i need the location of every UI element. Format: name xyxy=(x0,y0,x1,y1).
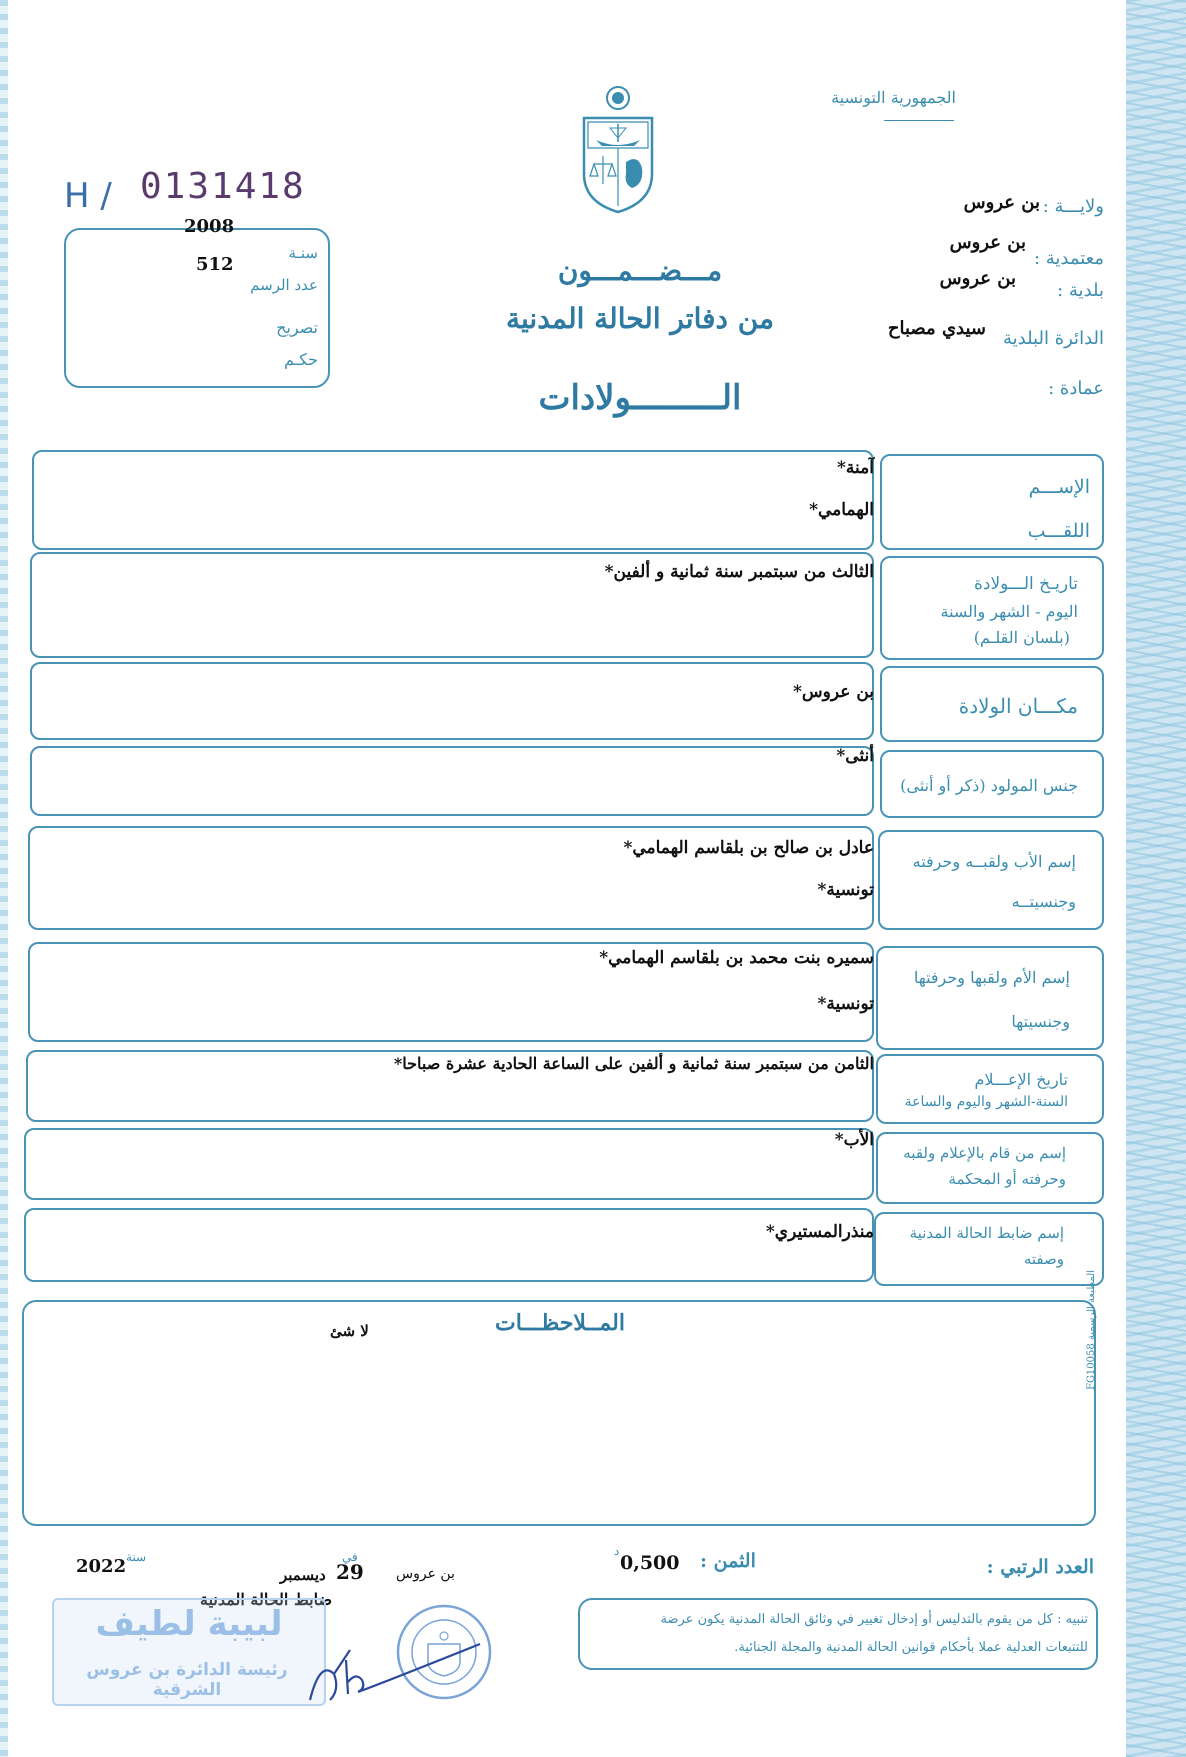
footer-officer-label: ضابط الحالة المدنية xyxy=(200,1590,333,1609)
row-sex-label: جنس المولود (ذكر أو أنثى) xyxy=(900,776,1078,795)
row-name-value-box xyxy=(32,450,874,550)
row-birth-place-label: مكـــان الولادة xyxy=(958,694,1078,718)
daira-value: سيدي مصباح xyxy=(887,318,986,339)
row-father-value: عادل بن صالح بن بلقاسم الهمامي* xyxy=(623,838,874,858)
footer-year-value: 2022 xyxy=(76,1556,127,1577)
row-father-label: إسم الأب ولقبــه وحرفته xyxy=(912,852,1076,871)
registration-declaration-label: تصريح xyxy=(276,318,318,337)
row-officer-value: منذرالمستيري* xyxy=(765,1222,874,1242)
row-surname-label: اللقـــب xyxy=(1027,520,1090,542)
row-officer-value-box xyxy=(24,1208,874,1282)
footer-in-word: في xyxy=(342,1550,358,1564)
row-declarant-label-box xyxy=(876,1132,1104,1204)
row-declarant-sublabel: وحرفته أو المحكمة xyxy=(948,1170,1066,1188)
registration-number-label: عدد الرسم xyxy=(250,276,318,294)
row-surname-value: الهمامي* xyxy=(809,500,874,520)
remarks-value: لا شئ xyxy=(330,1322,369,1340)
price-unit: د xyxy=(614,1544,620,1558)
row-sex-value-box xyxy=(30,746,874,816)
serial-prefix: H / xyxy=(64,176,112,216)
signature-icon xyxy=(290,1630,490,1710)
left-edge-pattern xyxy=(0,0,8,1757)
row-declaration-date-label-box xyxy=(876,1054,1104,1124)
row-birth-date-label: تاريـخ الـــولادة xyxy=(973,574,1078,594)
price-label: الثمن : xyxy=(700,1550,756,1572)
footer-year-label: سنة xyxy=(126,1550,147,1564)
row-declarant-value-box xyxy=(24,1128,874,1200)
serial-number: 0131418 xyxy=(140,166,306,207)
baladia-label: بلدية : xyxy=(1057,280,1104,301)
row-declaration-date-value: الثامن من سبتمبر سنة ثمانية و ألفين على الساعة الحادية عشرة صباحا* xyxy=(393,1054,874,1073)
row-birth-date-sublabel: اليوم - الشهر والسنة xyxy=(940,602,1078,621)
row-declaration-date-sublabel: السنة-الشهر واليوم والساعة xyxy=(904,1094,1068,1110)
row-father-nationality-value: تونسية* xyxy=(817,880,874,900)
row-mother-nationality-label: وجنسيتها xyxy=(1011,1012,1070,1031)
row-sex-value: أنثى* xyxy=(836,746,874,766)
security-border-pattern xyxy=(1126,0,1186,1757)
serial-number-label: العدد الرتبي : xyxy=(986,1556,1094,1578)
wilaya-value: بن عروس xyxy=(963,192,1040,213)
remarks-label: المــلاحظـــات xyxy=(495,1310,625,1336)
baladia-value: بن عروس xyxy=(939,268,1016,289)
row-birth-place-value-box xyxy=(30,662,874,740)
title-civil-registry: من دفاتر الحالة المدنية xyxy=(505,302,775,335)
row-birth-date-note: (بلسان القلـم) xyxy=(973,628,1070,647)
row-mother-label: إسم الأم ولقبها وحرفتها xyxy=(913,968,1070,987)
notice-line2: للتتبعات العدلية عملا بأحكام قوانين الحالة المدنية والمجلة الجنائية. xyxy=(734,1640,1088,1655)
omada-label: عمادة : xyxy=(1048,378,1104,399)
motamadia-label: معتمدية : xyxy=(1033,248,1104,269)
tunisia-coat-of-arms-icon xyxy=(578,84,658,216)
footer-month: ديسمبر xyxy=(280,1566,326,1584)
row-birth-date-value: الثالث من سبتمبر سنة ثمانية و ألفين* xyxy=(604,562,874,582)
registration-year-value: 2008 xyxy=(184,216,235,237)
wilaya-label: ولايـــة : xyxy=(1042,196,1104,217)
row-mother-nationality-value: تونسية* xyxy=(817,994,874,1014)
footer-place: بن عروس xyxy=(396,1566,455,1582)
registration-year-label: سنـة xyxy=(288,244,318,262)
officer-stamp-office: رئيسة الدائرة بن عروس الشرقية xyxy=(86,1660,288,1700)
row-name-value: آمنة* xyxy=(837,458,874,478)
registration-number-value: 512 xyxy=(196,254,234,275)
title-births: الـــــــــولادات xyxy=(538,378,742,418)
row-declaration-date-label: تاريخ الإعـــلام xyxy=(974,1070,1068,1089)
republic-underline xyxy=(884,120,954,121)
notice-box xyxy=(578,1598,1098,1670)
row-name-label: الإســـم xyxy=(1028,476,1090,498)
row-birth-place-value: بن عروس* xyxy=(793,682,874,702)
row-mother-label-box xyxy=(876,946,1104,1050)
row-officer-label: إسم ضابط الحالة المدنية xyxy=(909,1224,1064,1242)
title-madmoun: مـــضـــمـــون xyxy=(557,254,723,287)
printer-mark: المطبعة الرسمية FG10058 xyxy=(1086,1269,1097,1390)
notice-line1: تنبيه : كل من يقوم بالتدليس أو إدخال تغيير في وثائق الحالة المدنية يكون عرضة xyxy=(660,1612,1088,1627)
row-father-nationality-label: وجنسيتــه xyxy=(1011,892,1076,911)
registration-judgment-label: حكـم xyxy=(283,350,318,369)
row-officer-sublabel: وصفته xyxy=(1023,1250,1064,1268)
republic-heading: الجمهورية التونسية xyxy=(831,88,956,107)
row-declarant-value: الأب* xyxy=(834,1130,874,1150)
price-value: 0,500 xyxy=(620,1552,680,1574)
footer-day: 29 xyxy=(336,1560,364,1584)
daira-label: الدائرة البلدية xyxy=(1002,328,1104,349)
officer-stamp-name: لبيبة لطيف xyxy=(95,1604,283,1644)
row-declarant-label: إسم من قام بالإعلام ولقبه xyxy=(903,1144,1066,1162)
row-father-label-box xyxy=(878,830,1104,930)
motamadia-value: بن عروس xyxy=(949,232,1026,253)
row-mother-value: سميره بنت محمد بن بلقاسم الهمامي* xyxy=(599,948,874,968)
